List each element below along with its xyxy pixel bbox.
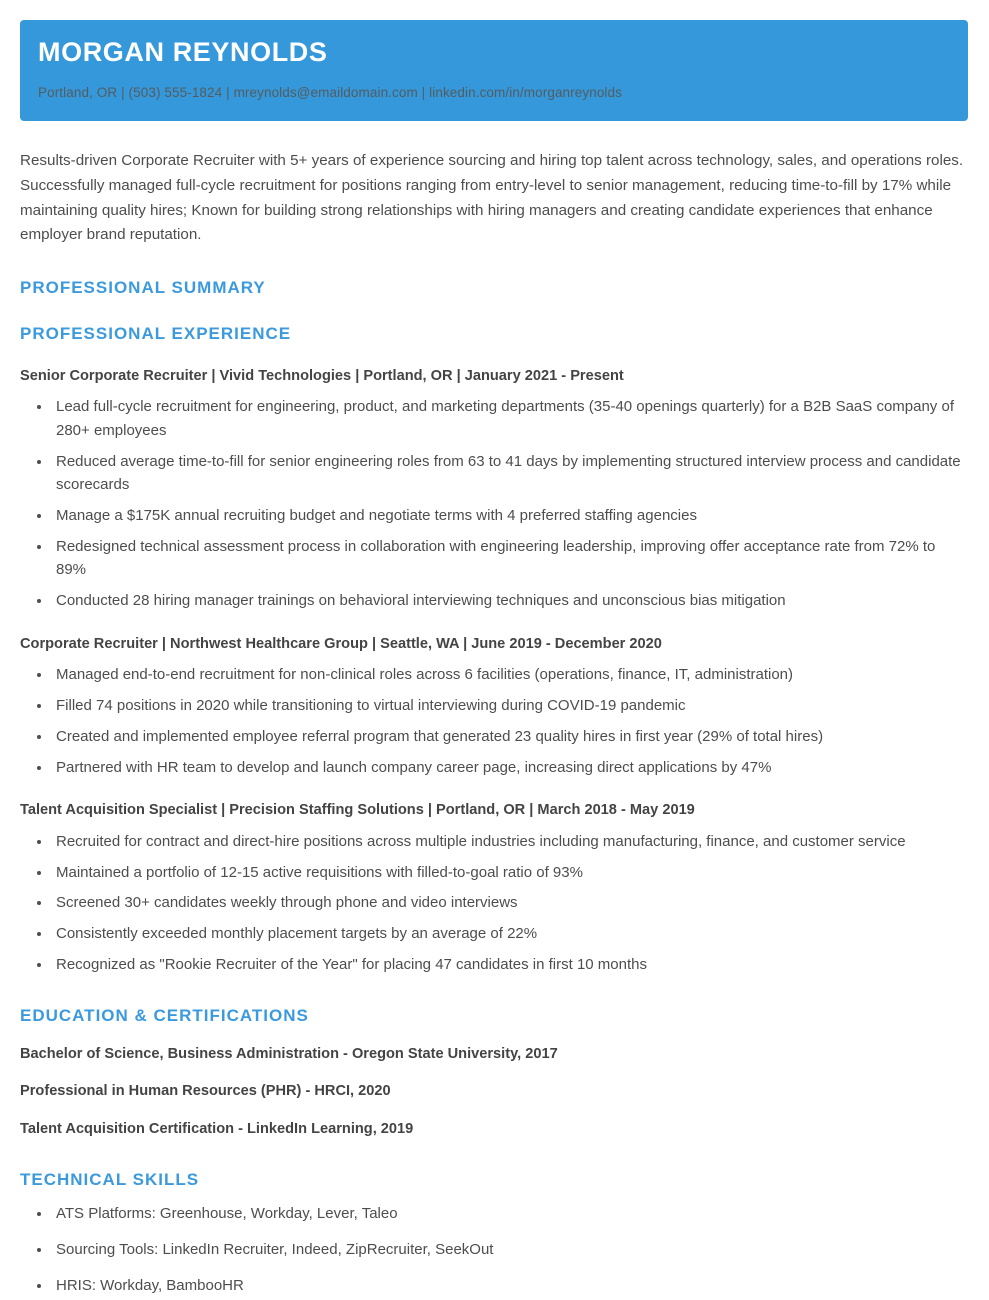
- summary-paragraph: Results-driven Corporate Recruiter with 5+ years of experience sourcing and hiring top talent across technology, sales, and operations roles. Successfully managed full-cycle recruitment for positions ranging from entry-level to senior management, reducing time-to-fill by 17% while maintaining quality hires; Known for building strong relationships with hiring managers and creating candidate experiences that enhance employer brand reputation.: [20, 152, 964, 244]
- job-bullet: • Maintained a portfolio of 12-15 active requisitions with filled-to-goal ratio of 93%: [52, 861, 967, 885]
- job-heading: Corporate Recruiter | Northwest Healthcare Group | Seattle, WA | June 2019 - December 2020: [20, 635, 662, 652]
- skill-item: • Sourcing Tools: LinkedIn Recruiter, Indeed, ZipRecruiter, SeekOut: [52, 1238, 967, 1262]
- job-bullet: • Recognized as "Rookie Recruiter of the Year" for placing 47 candidates in first 10 months: [52, 953, 967, 977]
- section-heading-education-certifications: EDUCATION & CERTIFICATIONS: [20, 1006, 309, 1026]
- experience-entry: [20, 367, 967, 613]
- experience-entry: [20, 635, 967, 779]
- job-bullet: • Created and implemented employee referral program that generated 23 quality hires in first year (29% of total hires): [52, 725, 967, 749]
- candidate-name: MORGAN REYNOLDS: [38, 37, 328, 67]
- resume-header-banner: [20, 20, 968, 121]
- job-bullet: • Redesigned technical assessment process in collaboration with engineering leadership, improving offer acceptance rate from 72% to 89%: [52, 535, 967, 582]
- job-bullet: • Lead full-cycle recruitment for engineering, product, and marketing departments (35-40 openings quarterly) for a B2B SaaS company of 280+ employees: [52, 395, 967, 442]
- job-heading: Talent Acquisition Specialist | Precision Staffing Solutions | Portland, OR | March 2018 - May 2019: [20, 802, 695, 819]
- education-item: Talent Acquisition Certification - LinkedIn Learning, 2019: [20, 1121, 414, 1138]
- job-bullet: • Screened 30+ candidates weekly through phone and video interviews: [52, 891, 967, 915]
- job-bullet: • Managed end-to-end recruitment for non-clinical roles across 6 facilities (operations, finance, IT, administration): [52, 663, 967, 687]
- skill-item: • HRIS: Workday, BambooHR: [52, 1274, 967, 1298]
- job-bullet-list: [20, 395, 967, 613]
- job-bullet: • Manage a $175K annual recruiting budget and negotiate terms with 4 preferred staffing agencies: [52, 504, 967, 528]
- section-heading-professional-summary: PROFESSIONAL SUMMARY: [20, 277, 266, 297]
- resume-body: [0, 149, 989, 1297]
- experience-entry: [20, 801, 967, 976]
- education-item: Professional in Human Resources (PHR) - HRCI, 2020: [20, 1083, 391, 1100]
- skills-list: [20, 1202, 967, 1297]
- job-bullet: • Consistently exceeded monthly placement targets by an average of 22%: [52, 922, 967, 946]
- job-bullet: • Partnered with HR team to develop and launch company career page, increasing direct applications by 47%: [52, 756, 967, 780]
- job-bullet: • Recruited for contract and direct-hire positions across multiple industries including manufacturing, finance, and customer service: [52, 830, 967, 854]
- contact-info-line: Portland, OR | (503) 555-1824 | mreynolds@emaildomain.com | linkedin.com/in/morganreynolds: [38, 84, 622, 100]
- job-bullet: • Conducted 28 hiring manager trainings on behavioral interviewing techniques and unconscious bias mitigation: [52, 589, 967, 613]
- education-item: Bachelor of Science, Business Administration - Oregon State University, 2017: [20, 1045, 558, 1062]
- resume-document: [0, 20, 989, 1297]
- section-heading-technical-skills: TECHNICAL SKILLS: [20, 1169, 200, 1189]
- section-heading-professional-experience: PROFESSIONAL EXPERIENCE: [20, 324, 292, 344]
- job-bullet: • Filled 74 positions in 2020 while transitioning to virtual interviewing during COVID-19 pandemic: [52, 694, 967, 718]
- job-heading: Senior Corporate Recruiter | Vivid Technologies | Portland, OR | January 2021 - Present: [20, 367, 624, 384]
- job-bullet-list: [20, 830, 967, 976]
- job-bullet-list: [20, 663, 967, 779]
- job-bullet: • Reduced average time-to-fill for senior engineering roles from 63 to 41 days by implementing structured interview process and candidate scorecards: [52, 450, 967, 497]
- skill-item: • ATS Platforms: Greenhouse, Workday, Lever, Taleo: [52, 1202, 967, 1226]
